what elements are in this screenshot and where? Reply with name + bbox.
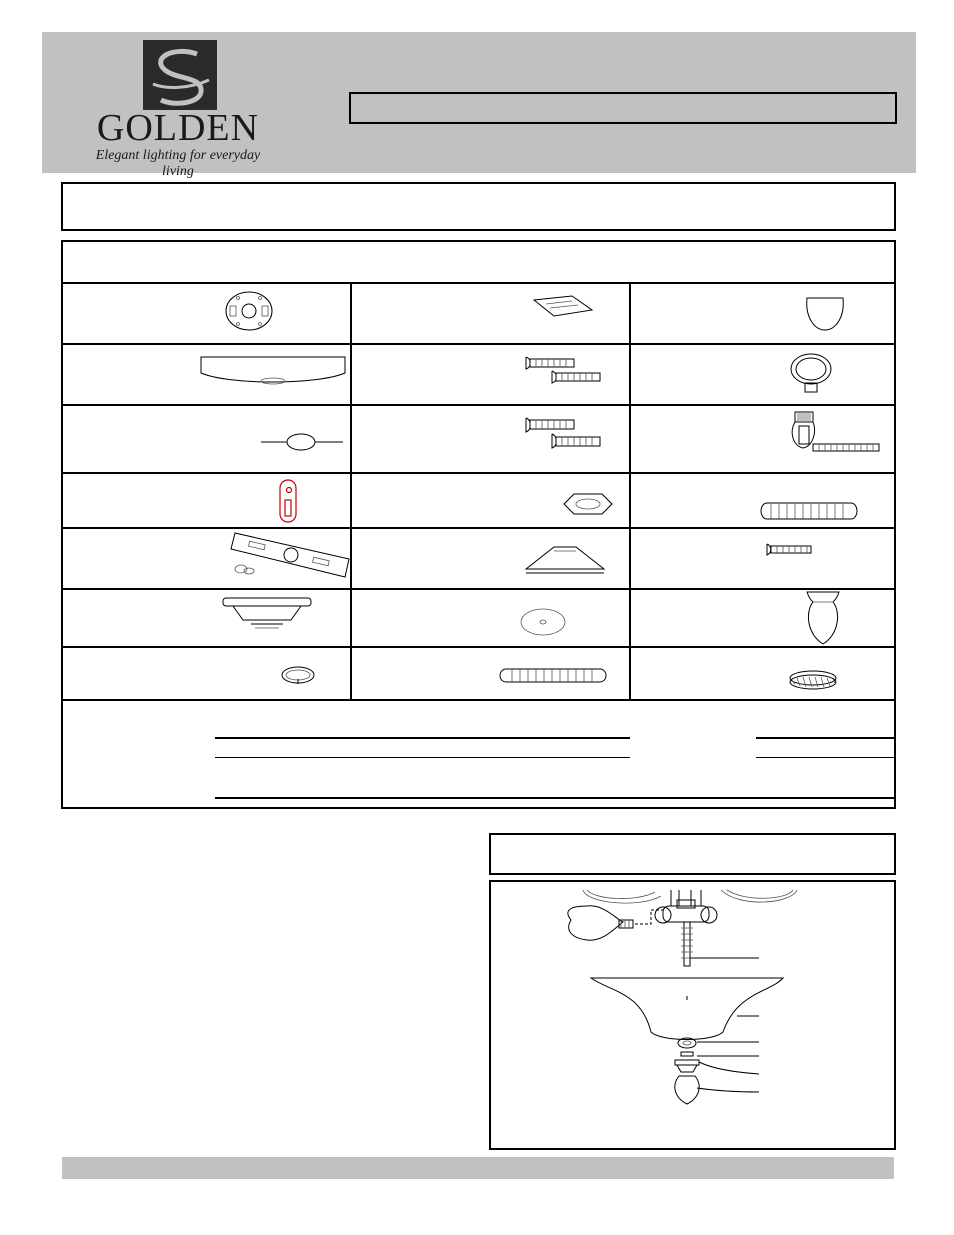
part-cell (352, 406, 631, 472)
installation-diagram-box (489, 880, 896, 1150)
swivel-nipple-icon (789, 410, 881, 460)
parts-row (63, 529, 894, 590)
cap-nut-icon (675, 1052, 699, 1072)
glass-bowl-icon (591, 978, 783, 1040)
part-cell (63, 529, 352, 588)
loop-ring-icon (787, 351, 835, 395)
footer-bar (62, 1157, 894, 1179)
part-cell (352, 648, 631, 699)
notice-box (61, 182, 896, 231)
part-cell (63, 284, 352, 343)
parts-row (63, 648, 894, 701)
part-cell (352, 590, 631, 646)
threaded-rod-icon (498, 666, 610, 686)
part-cell (631, 284, 894, 343)
hex-nut-icon (562, 492, 614, 516)
document-title-bar (349, 92, 897, 124)
knurled-ring-icon (787, 668, 839, 692)
mounting-screws-icon (524, 355, 604, 387)
brand-name: GOLDEN (96, 107, 260, 149)
parts-list-footer (63, 702, 894, 807)
canopy-cover-icon (524, 545, 606, 579)
signature-line (756, 757, 894, 758)
signature-line (215, 757, 630, 758)
part-cell (631, 648, 894, 699)
brand-logo (88, 40, 268, 179)
glass-shade-icon (803, 292, 847, 332)
s-hook-icon (276, 478, 300, 524)
part-cell (63, 406, 352, 472)
part-cell (63, 345, 352, 404)
brand-tagline: Elegant lighting for everyday living (95, 148, 261, 179)
parts-list-box (61, 240, 896, 809)
part-cell (352, 474, 631, 527)
part-cell (631, 529, 894, 588)
finial-icon (803, 590, 843, 646)
threaded-rod-icon (681, 922, 693, 966)
part-cell (352, 345, 631, 404)
installation-title-box (489, 833, 896, 875)
chain-link-icon (259, 430, 345, 454)
part-cell (631, 406, 894, 472)
parts-row (63, 345, 894, 406)
canopy-icon (197, 353, 349, 389)
part-cell (63, 474, 352, 527)
lock-washer-icon (279, 664, 317, 686)
cap-icon (221, 596, 313, 632)
signature-line (215, 737, 630, 739)
parts-list-header (63, 242, 894, 284)
logo-mark-icon (143, 40, 217, 110)
part-cell (63, 648, 352, 699)
small-screw-icon (765, 543, 813, 557)
glass-washer-icon (518, 606, 568, 638)
assembly-diagram (491, 882, 894, 1148)
signature-line (215, 797, 894, 799)
part-cell (631, 345, 894, 404)
part-cell (352, 284, 631, 343)
crossbar-icon (229, 531, 351, 581)
part-cell (631, 474, 894, 527)
parts-row (63, 590, 894, 648)
parts-row (63, 474, 894, 529)
mounting-plate-icon (224, 290, 274, 332)
document-header (42, 32, 916, 179)
long-screws-icon (524, 416, 604, 450)
part-cell (352, 529, 631, 588)
part-cell (63, 590, 352, 646)
finial-icon (675, 1076, 699, 1104)
signature-line (756, 737, 894, 739)
socket-cluster-icon (655, 890, 717, 923)
wire-nut-packet-icon (532, 294, 594, 318)
threaded-pipe-icon (759, 500, 861, 522)
part-cell (631, 590, 894, 646)
parts-row (63, 406, 894, 474)
light-bulb-icon (568, 906, 633, 940)
parts-row (63, 284, 894, 345)
